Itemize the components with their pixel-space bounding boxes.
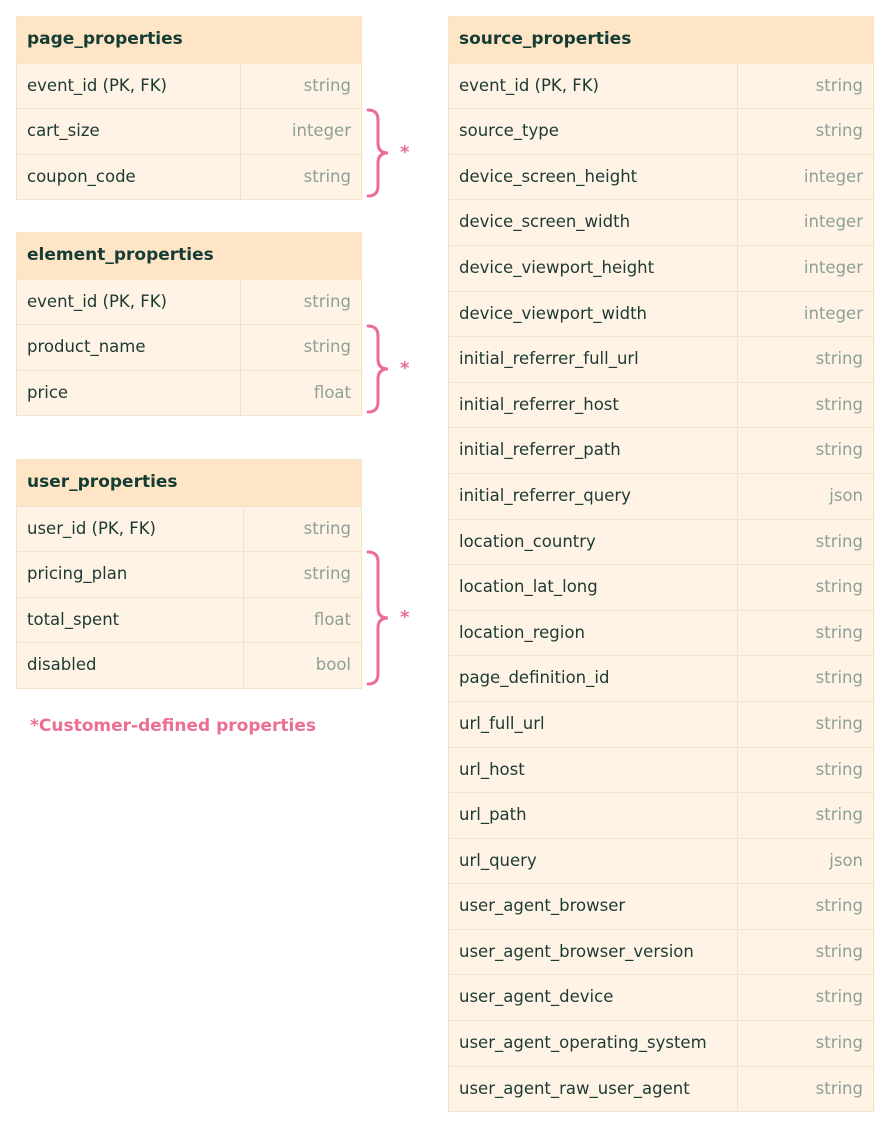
element-properties-table <box>16 232 362 416</box>
table-title: page_properties <box>17 17 361 63</box>
source-properties-table <box>448 16 874 1112</box>
column-type: integer <box>803 303 863 323</box>
column-name: location_region <box>459 622 585 642</box>
column-divider <box>737 292 738 337</box>
column-name: event_id (PK, FK) <box>27 75 167 95</box>
column-name: total_spent <box>27 609 120 629</box>
table-row <box>449 154 873 200</box>
column-divider <box>737 428 738 473</box>
column-divider <box>737 656 738 701</box>
column-divider <box>240 280 241 325</box>
column-name: device_screen_height <box>459 166 638 186</box>
table-row <box>17 154 361 200</box>
column-type: string <box>815 668 863 688</box>
column-type: string <box>815 1033 863 1053</box>
column-type: string <box>815 394 863 414</box>
column-type: bool <box>315 655 351 675</box>
column-name: user_agent_operating_system <box>459 1033 707 1053</box>
column-divider <box>737 975 738 1020</box>
column-divider <box>240 155 241 200</box>
column-type: string <box>815 440 863 460</box>
table-row <box>17 551 361 597</box>
column-type: json <box>829 850 863 870</box>
column-divider <box>737 930 738 975</box>
column-divider <box>240 371 241 416</box>
table-row <box>449 792 873 838</box>
column-type: integer <box>803 212 863 232</box>
column-name: coupon_code <box>27 166 136 186</box>
table-row <box>449 564 873 610</box>
column-divider <box>240 325 241 370</box>
column-name: location_country <box>459 531 596 551</box>
column-type: string <box>815 805 863 825</box>
table-row <box>449 291 873 337</box>
column-name: url_query <box>459 850 537 870</box>
column-type: integer <box>803 257 863 277</box>
column-divider <box>737 884 738 929</box>
column-name: user_id (PK, FK) <box>27 518 156 538</box>
column-divider <box>737 748 738 793</box>
user-properties-table <box>16 459 362 689</box>
table-row <box>449 199 873 245</box>
column-name: source_type <box>459 121 559 141</box>
column-divider <box>737 246 738 291</box>
column-name: device_viewport_width <box>459 303 647 323</box>
column-name: initial_referrer_path <box>459 440 621 460</box>
column-divider <box>737 155 738 200</box>
column-type: string <box>815 759 863 779</box>
customer-defined-brace-icon <box>366 108 396 198</box>
table-row <box>449 655 873 701</box>
column-type: string <box>303 518 351 538</box>
table-title: element_properties <box>17 233 361 279</box>
column-type: float <box>313 382 351 402</box>
table-row <box>449 63 873 109</box>
column-divider <box>737 337 738 382</box>
table-row <box>17 324 361 370</box>
column-divider <box>243 643 244 688</box>
column-type: string <box>815 121 863 141</box>
column-name: url_host <box>459 759 525 779</box>
column-divider <box>737 702 738 747</box>
table-row <box>449 974 873 1020</box>
column-name: initial_referrer_host <box>459 394 619 414</box>
column-name: disabled <box>27 655 97 675</box>
table-row <box>449 473 873 519</box>
column-name: cart_size <box>27 121 100 141</box>
column-divider <box>240 64 241 109</box>
column-divider <box>737 793 738 838</box>
column-name: pricing_plan <box>27 564 128 584</box>
column-name: product_name <box>27 337 146 357</box>
customer-defined-marker: * <box>400 607 410 628</box>
column-name: initial_referrer_query <box>459 485 631 505</box>
column-type: string <box>815 896 863 916</box>
column-divider <box>243 552 244 597</box>
column-divider <box>243 507 244 552</box>
column-divider <box>240 109 241 154</box>
column-type: string <box>303 166 351 186</box>
column-divider <box>737 109 738 154</box>
column-divider <box>737 1067 738 1112</box>
column-name: location_lat_long <box>459 577 598 597</box>
column-type: string <box>303 291 351 311</box>
column-divider <box>737 611 738 656</box>
column-type: string <box>303 75 351 95</box>
table-row <box>449 382 873 428</box>
column-divider <box>737 839 738 884</box>
table-row <box>449 883 873 929</box>
table-row <box>17 642 361 688</box>
column-type: string <box>815 349 863 369</box>
table-row <box>449 838 873 884</box>
column-name: initial_referrer_full_url <box>459 349 639 369</box>
table-title: user_properties <box>17 460 361 506</box>
column-type: string <box>815 941 863 961</box>
table-row <box>449 1020 873 1066</box>
column-divider <box>737 474 738 519</box>
column-type: string <box>303 337 351 357</box>
customer-defined-marker: * <box>400 142 410 163</box>
table-row <box>17 370 361 416</box>
column-name: event_id (PK, FK) <box>459 75 599 95</box>
customer-defined-brace-icon <box>366 324 396 414</box>
column-type: string <box>815 622 863 642</box>
column-divider <box>737 565 738 610</box>
table-row <box>17 597 361 643</box>
table-row <box>449 1066 873 1112</box>
column-name: url_full_url <box>459 713 545 733</box>
column-name: user_agent_browser_version <box>459 941 694 961</box>
column-type: string <box>815 1078 863 1098</box>
column-name: user_agent_browser <box>459 896 626 916</box>
footnote: *Customer-defined properties <box>30 716 317 736</box>
table-row <box>17 108 361 154</box>
column-divider <box>737 520 738 565</box>
table-row <box>449 245 873 291</box>
table-row <box>17 63 361 109</box>
customer-defined-marker: * <box>400 358 410 379</box>
column-type: json <box>829 485 863 505</box>
table-row <box>449 427 873 473</box>
column-name: device_viewport_height <box>459 257 655 277</box>
column-name: user_agent_raw_user_agent <box>459 1078 690 1098</box>
column-name: device_screen_width <box>459 212 631 232</box>
table-row <box>449 108 873 154</box>
column-type: integer <box>291 121 351 141</box>
table-row <box>449 336 873 382</box>
column-type: string <box>815 987 863 1007</box>
column-name: url_path <box>459 805 527 825</box>
table-row <box>449 519 873 565</box>
column-type: string <box>815 577 863 597</box>
column-name: page_definition_id <box>459 668 610 688</box>
column-name: user_agent_device <box>459 987 614 1007</box>
customer-defined-brace-icon <box>366 550 396 686</box>
column-type: string <box>815 531 863 551</box>
column-name: event_id (PK, FK) <box>27 291 167 311</box>
column-type: string <box>303 564 351 584</box>
table-row <box>449 610 873 656</box>
column-divider <box>737 1021 738 1066</box>
column-divider <box>737 200 738 245</box>
column-divider <box>243 598 244 643</box>
table-title: source_properties <box>449 17 873 63</box>
column-type: string <box>815 75 863 95</box>
table-row <box>17 506 361 552</box>
column-divider <box>737 64 738 109</box>
page-properties-table <box>16 16 362 200</box>
column-type: string <box>815 713 863 733</box>
column-type: float <box>313 609 351 629</box>
table-row <box>449 747 873 793</box>
column-type: integer <box>803 166 863 186</box>
table-row <box>449 701 873 747</box>
table-row <box>449 929 873 975</box>
column-divider <box>737 383 738 428</box>
table-row <box>17 279 361 325</box>
column-name: price <box>27 382 69 402</box>
